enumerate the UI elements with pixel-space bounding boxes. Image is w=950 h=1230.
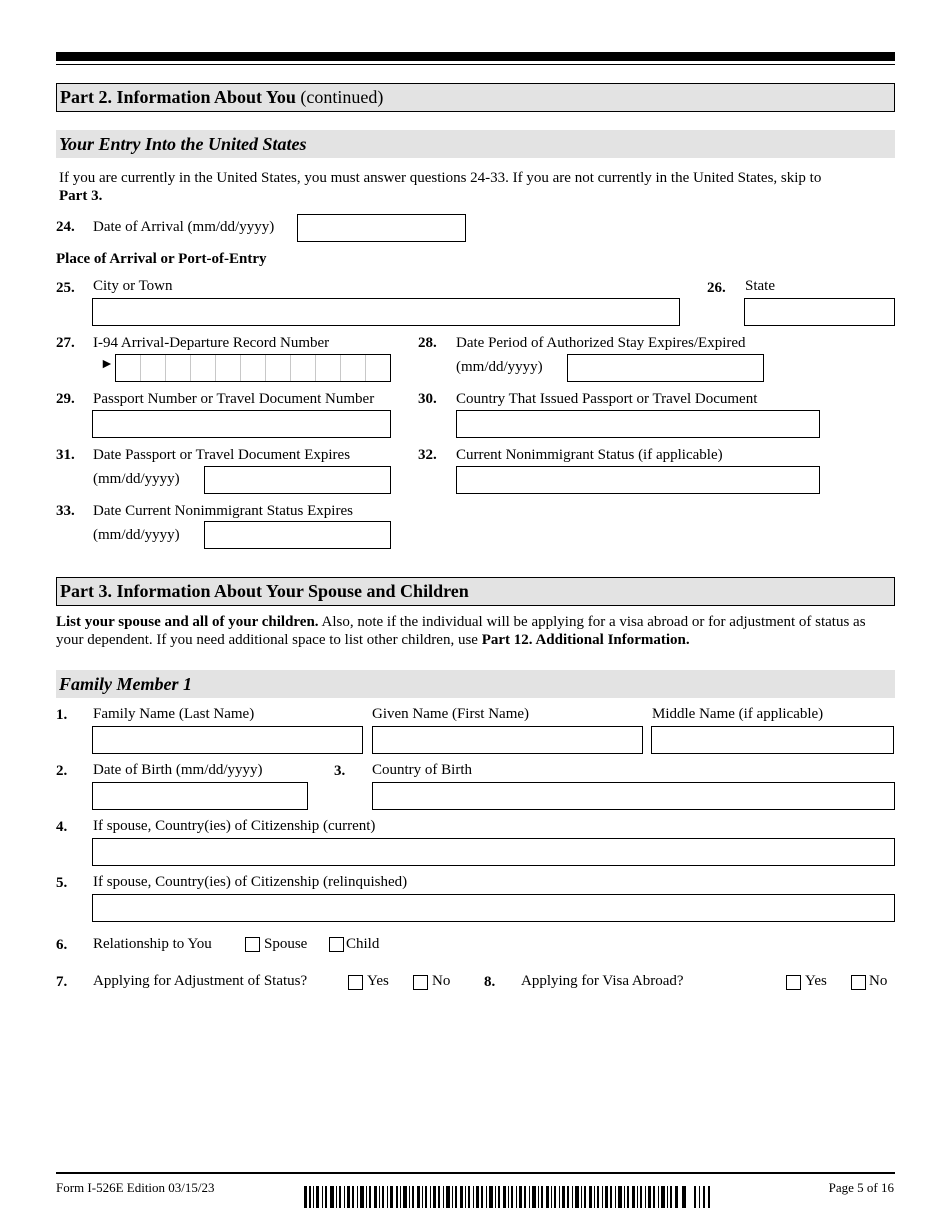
q25-number: 25. [56,280,75,296]
top-thin-rule [56,64,895,65]
place-of-arrival-heading: Place of Arrival or Port-of-Entry [56,251,267,267]
date-of-birth-input[interactable] [92,782,308,810]
fm-q8-number: 8. [484,974,496,990]
status-expires-input[interactable] [204,521,391,549]
authorized-stay-expires-input[interactable] [567,354,764,382]
adjustment-of-status-label: Applying for Adjustment of Status? [93,973,308,989]
adjustment-no-label: No [432,973,451,989]
passport-number-input[interactable] [92,410,391,438]
spouse-option-label: Spouse [264,936,308,952]
family-name-label: Family Name (Last Name) [93,706,255,722]
i94-comb-cells [116,355,390,381]
citizenship-current-input[interactable] [92,838,895,866]
q29-number: 29. [56,391,75,407]
q27-number: 27. [56,335,75,351]
q31-format: (mm/dd/yyyy) [93,471,180,487]
q24-label: Date of Arrival (mm/dd/yyyy) [93,219,275,235]
i94-number-input[interactable] [115,354,391,382]
q31-number: 31. [56,447,75,463]
q30-label: Country That Issued Passport or Travel Document [456,391,758,407]
q24-number: 24. [56,219,75,235]
passport-country-input[interactable] [456,410,820,438]
visa-abroad-yes-label: Yes [805,973,827,989]
arrow-icon: ► [100,357,114,372]
fm-q1-number: 1. [56,707,68,723]
page-number: Page 5 of 16 [828,1180,894,1195]
footer-rule [56,1172,895,1174]
country-of-birth-input[interactable] [372,782,895,810]
fm-q7-number: 7. [56,974,68,990]
q26-label: State [745,278,775,294]
date-of-birth-label: Date of Birth (mm/dd/yyyy) [93,762,263,778]
middle-name-input[interactable] [651,726,894,754]
entry-section-heading: Your Entry Into the United States [56,130,895,158]
q28-number: 28. [418,335,437,351]
citizenship-relinquished-input[interactable] [92,894,895,922]
visa-abroad-label: Applying for Visa Abroad? [521,973,684,989]
q26-number: 26. [707,280,726,296]
skip-to-part3: Part 3. [59,188,103,204]
fm-q5-number: 5. [56,875,68,891]
passport-expires-input[interactable] [204,466,391,494]
q31-label: Date Passport or Travel Document Expires [93,447,351,463]
country-of-birth-label: Country of Birth [372,762,472,778]
fm-q3-number: 3. [334,763,346,779]
fm-q2-number: 2. [56,763,68,779]
nonimmigrant-status-input[interactable] [456,466,820,494]
part3-title: Part 3. Information About Your Spouse and Children [60,581,469,601]
q28-format: (mm/dd/yyyy) [456,359,543,375]
q29-label: Passport Number or Travel Document Number [93,391,375,407]
given-name-input[interactable] [372,726,643,754]
date-of-arrival-input[interactable] [297,214,466,242]
adjustment-yes-label: Yes [367,973,389,989]
visa-abroad-yes-checkbox[interactable] [786,975,801,990]
q32-number: 32. [418,447,437,463]
child-option-label: Child [346,936,380,952]
child-checkbox[interactable] [329,937,344,952]
citizenship-current-label: If spouse, Country(ies) of Citizenship (current) [93,818,376,834]
q33-format: (mm/dd/yyyy) [93,527,180,543]
spouse-checkbox[interactable] [245,937,260,952]
family-name-input[interactable] [92,726,363,754]
form-edition: Form I-526E Edition 03/15/23 [56,1180,215,1195]
q25-label: City or Town [93,278,173,294]
citizenship-relinquished-label: If spouse, Country(ies) of Citizenship (relinquished) [93,874,408,890]
fm-q6-number: 6. [56,937,68,953]
barcode-icon [304,1186,712,1208]
entry-intro: If you are currently in the United States, you must answer questions 24-33. If you are not currently in the United States, skip to Part 3. [59,170,822,204]
given-name-label: Given Name (First Name) [372,706,530,722]
q28-label: Date Period of Authorized Stay Expires/Expired [456,335,746,351]
part2-title-continued: (continued) [295,87,384,107]
city-or-town-input[interactable] [92,298,680,326]
q33-number: 33. [56,503,75,519]
state-input[interactable] [744,298,895,326]
part2-title: Part 2. Information About You [60,87,296,107]
family-member-heading: Family Member 1 [56,670,895,698]
relationship-label: Relationship to You [93,936,212,952]
q27-label: I-94 Arrival-Departure Record Number [93,335,330,351]
part2-header [56,83,895,112]
q30-number: 30. [418,391,437,407]
top-thick-rule [56,52,895,61]
visa-abroad-no-label: No [869,973,888,989]
adjustment-yes-checkbox[interactable] [348,975,363,990]
adjustment-no-checkbox[interactable] [413,975,428,990]
fm-q4-number: 4. [56,819,68,835]
part3-header [56,577,895,606]
q33-label: Date Current Nonimmigrant Status Expires [93,503,353,519]
part3-intro: List your spouse and all of your children. Also, note if the individual will be applying for a visa abroad or for adjustment of status as your dependent. If you need additional space to list other children, use Part 12. Additional Information. [56,614,866,648]
visa-abroad-no-checkbox[interactable] [851,975,866,990]
middle-name-label: Middle Name (if applicable) [652,706,824,722]
q32-label: Current Nonimmigrant Status (if applicable) [456,447,723,463]
